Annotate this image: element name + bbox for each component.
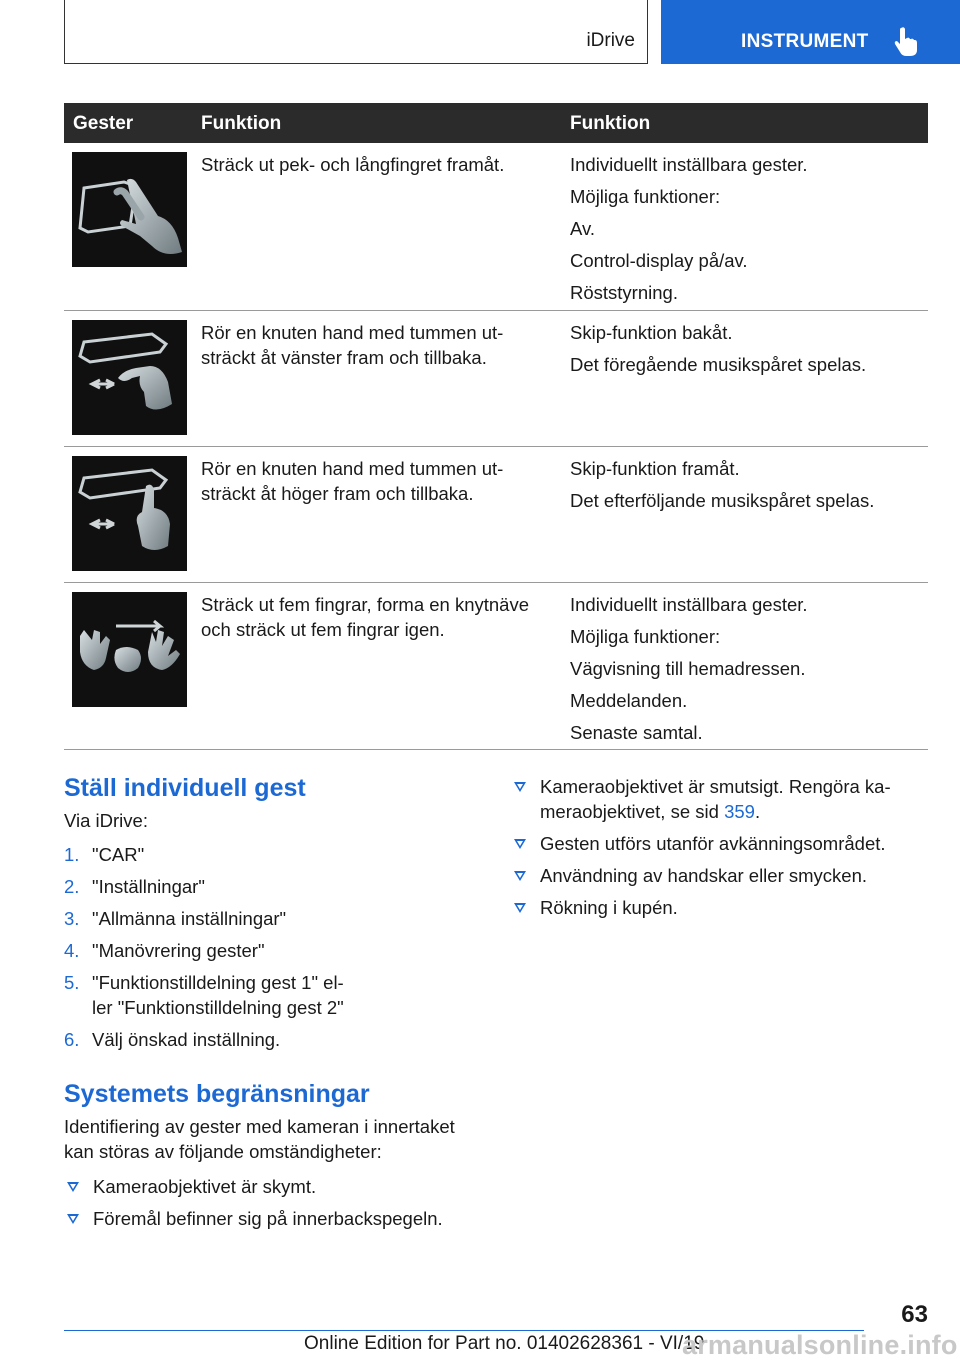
table-header xyxy=(64,103,928,143)
steps-list xyxy=(64,842,484,1052)
bullet-text: Gesten utförs utanför avkänningsområdet. xyxy=(540,833,886,854)
column-header-funktion-1: Funktion xyxy=(201,113,282,134)
header-breadcrumb-box xyxy=(64,0,648,64)
list-item xyxy=(64,1174,484,1199)
breadcrumb[interactable]: iDrive xyxy=(586,30,635,51)
list-item xyxy=(511,895,911,920)
list-item xyxy=(64,1027,484,1052)
gesture-table xyxy=(64,103,928,750)
function-line: Möjliga funktioner: xyxy=(570,626,721,647)
right-column xyxy=(511,774,911,927)
triangle-bullet-icon xyxy=(67,1182,79,1192)
list-item xyxy=(64,842,484,867)
gesture-functions xyxy=(570,456,920,520)
function-line: Vägvisning till hemadressen. xyxy=(570,658,806,679)
page-reference-link[interactable]: 359 xyxy=(724,801,755,822)
list-item xyxy=(511,774,911,824)
list-item xyxy=(64,938,484,963)
triangle-bullet-icon xyxy=(514,871,526,881)
gesture-functions xyxy=(570,152,920,312)
function-line: Control-display på/av. xyxy=(570,250,748,271)
section-label: INSTRUMENT xyxy=(741,31,869,52)
table-row xyxy=(64,583,928,750)
gesture-description: Rör en knuten hand med tummen ut- sträckt åt vänster fram och tillbaka. xyxy=(201,322,504,368)
hand-pointer-icon xyxy=(893,26,919,56)
column-header-gester: Gester xyxy=(73,113,134,134)
step-number: 1. xyxy=(64,844,80,865)
bullet-text: Kameraobjektivet är smutsigt. Rengöra ka- meraobjektivet, se sid xyxy=(540,776,891,822)
pointing-two-fingers-icon xyxy=(72,152,187,267)
step-number: 3. xyxy=(64,908,80,929)
step-text: "Manövrering gester" xyxy=(92,940,265,961)
step-text: "Funktionstilldelning gest 1" el- ler "Funktionstilldelning gest 2" xyxy=(92,972,344,1018)
fist-thumb-left-icon xyxy=(72,320,187,435)
list-item xyxy=(64,874,484,899)
table-row xyxy=(64,447,928,583)
triangle-bullet-icon xyxy=(514,903,526,913)
triangle-bullet-icon xyxy=(67,1214,79,1224)
page-number: 63 xyxy=(901,1301,928,1328)
function-line: Röststyrning. xyxy=(570,282,678,303)
function-line: Skip-funktion bakåt. xyxy=(570,322,733,343)
bullet-text: Kameraobjektivet är skymt. xyxy=(93,1176,317,1197)
function-line: Meddelanden. xyxy=(570,690,688,711)
section-subtitle: Via iDrive: xyxy=(64,810,148,831)
section-title-individual-gesture: Ställ individuell gest xyxy=(64,774,306,802)
gesture-functions xyxy=(570,592,920,752)
function-line: Det föregående musikspåret spelas. xyxy=(570,354,867,375)
function-line: Av. xyxy=(570,218,596,239)
open-fist-open-hand-icon xyxy=(72,592,187,707)
step-number: 2. xyxy=(64,876,80,897)
table-row xyxy=(64,311,928,447)
step-text: "CAR" xyxy=(92,844,145,865)
bullet-text-suffix: . xyxy=(754,801,761,822)
bullet-text: Föremål befinner sig på innerbackspegeln. xyxy=(93,1208,443,1229)
step-number: 6. xyxy=(64,1029,80,1050)
step-number: 5. xyxy=(64,972,80,993)
list-item xyxy=(64,906,484,931)
list-item xyxy=(64,1206,484,1231)
watermark: armanualsonline.info xyxy=(682,1330,958,1360)
function-line: Individuellt inställbara gester. xyxy=(570,154,808,175)
bullet-text: Användning av handskar eller smycken. xyxy=(540,865,868,886)
column-header-funktion-2: Funktion xyxy=(570,113,651,134)
function-line: Skip-funktion framåt. xyxy=(570,458,740,479)
function-line: Senaste samtal. xyxy=(570,722,703,743)
bullet-text: Rökning i kupén. xyxy=(540,897,678,918)
triangle-bullet-icon xyxy=(514,839,526,849)
fist-thumb-right-icon xyxy=(72,456,187,571)
left-column xyxy=(64,772,484,1238)
step-text: "Inställningar" xyxy=(92,876,205,897)
table-row xyxy=(64,143,928,311)
function-line: Det efterföljande musikspåret spelas. xyxy=(570,490,875,511)
section-title-system-limits: Systemets begränsningar xyxy=(64,1080,370,1108)
function-line: Möjliga funktioner: xyxy=(570,186,721,207)
step-number: 4. xyxy=(64,940,80,961)
list-item xyxy=(64,970,484,1020)
gesture-description: Rör en knuten hand med tummen ut- sträckt åt höger fram och tillbaka. xyxy=(201,458,504,504)
list-item xyxy=(511,863,911,888)
gesture-functions xyxy=(570,320,920,384)
triangle-bullet-icon xyxy=(514,782,526,792)
footer-edition: Online Edition for Part no. 01402628361 - VI/19 xyxy=(304,1333,705,1354)
gesture-description: Sträck ut pek- och långfingret framåt. xyxy=(201,154,505,175)
gesture-description: Sträck ut fem fingrar, forma en knytnäve och sträck ut fem fingrar igen. xyxy=(201,594,530,640)
list-item xyxy=(511,831,911,856)
section-intro: Identifiering av gester med kameran i innertaket kan störas av följande omständigheter: xyxy=(64,1116,455,1162)
step-text: Välj önskad inställning. xyxy=(92,1029,281,1050)
step-text: "Allmänna inställningar" xyxy=(92,908,287,929)
section-tab[interactable] xyxy=(661,0,960,64)
function-line: Individuellt inställbara gester. xyxy=(570,594,808,615)
